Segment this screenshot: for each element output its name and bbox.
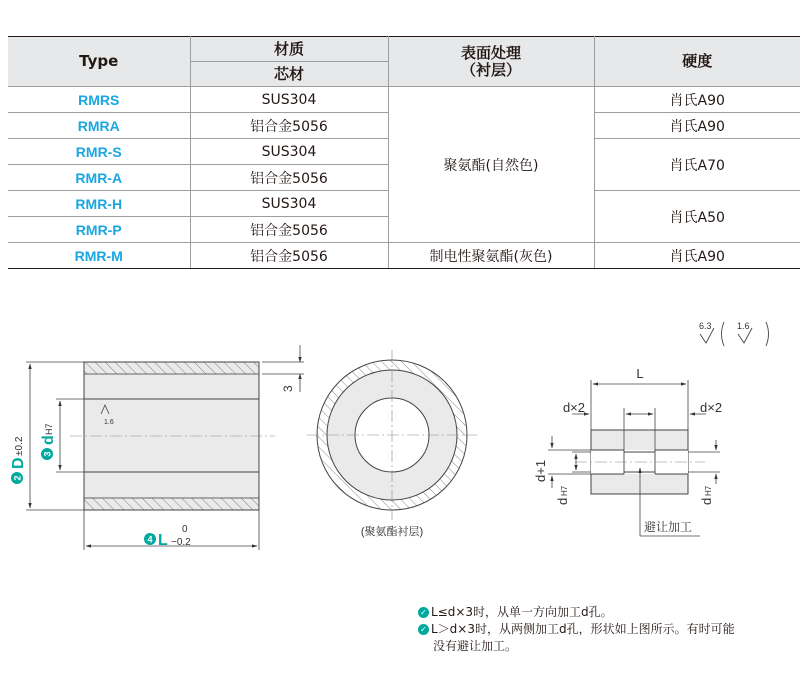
core-cell: SUS304 (190, 139, 388, 165)
dim-d-left: d (555, 497, 570, 505)
dim-dx2-right: d×2 (700, 400, 723, 415)
header-type: Type (8, 37, 190, 87)
front-view-caption: (聚氨酯衬层) (360, 526, 424, 538)
hardness-cell: 肖氏A50 (594, 191, 800, 243)
type-cell: RMRA (8, 113, 190, 139)
roughness-value-b: 1.6 (737, 321, 750, 331)
header-hardness: 硬度 (594, 37, 800, 87)
hardness-cell: 肖氏A70 (594, 139, 800, 191)
dim-L-top: L (636, 366, 644, 381)
core-cell: SUS304 (190, 87, 388, 113)
type-cell: RMRS (8, 87, 190, 113)
front-view (307, 350, 477, 520)
dim-L-letter: L (158, 532, 168, 549)
type-cell: RMR-P (8, 217, 190, 243)
relief-label: 避让加工 (644, 520, 693, 534)
surface-cell: 聚氨酯(自然色) (388, 87, 594, 243)
side-view (70, 362, 275, 510)
core-cell: 铝合金5056 (190, 113, 388, 139)
num-3: 3 (42, 451, 53, 457)
tip-icon: ✓ (418, 624, 429, 635)
type-cell: RMR-A (8, 165, 190, 191)
dim-L-tol-lower: −0.2 (171, 537, 191, 548)
dim-d-plus-1: d+1 (533, 459, 548, 482)
notes (418, 604, 735, 655)
core-cell: 铝合金5056 (190, 217, 388, 243)
note-1: ✓ L≤d×3时，从单一方向加工d孔。 (418, 604, 735, 621)
dim-liner-thickness (262, 345, 304, 392)
type-cell: RMR-S (8, 139, 190, 165)
type-cell: RMR-H (8, 191, 190, 217)
core-cell: 铝合金5056 (190, 243, 388, 269)
surface-cell: 制电性聚氨酯(灰色) (388, 243, 594, 269)
tip-icon: ✓ (418, 607, 429, 618)
hardness-cell: 肖氏A90 (594, 113, 800, 139)
note-2-cont: 没有避让加工。 (433, 639, 518, 653)
dim-d-right: d (699, 497, 714, 505)
inner-roughness: 1.6 (104, 419, 114, 426)
header-surface: 表面处理 （衬层） (388, 37, 594, 87)
core-cell: SUS304 (190, 191, 388, 217)
dim-d (56, 399, 84, 472)
core-cell: 铝合金5056 (190, 165, 388, 191)
type-cell: RMR-M (8, 243, 190, 269)
header-core: 芯材 (190, 62, 388, 87)
dim-D-tolerance: ±0.2 (14, 436, 25, 456)
roughness-value-a: 6.3 (699, 321, 712, 331)
num-2: 2 (12, 475, 23, 481)
dim-D-letter: D (10, 457, 27, 469)
dim-d-right-fit: H7 (704, 485, 713, 496)
note-2: ✓ L＞d×3时，从两侧加工d孔，形状如上图所示。有时可能 (418, 621, 735, 638)
dim-dx2-left: d×2 (562, 400, 585, 415)
dim-d-letter: d (40, 435, 57, 445)
header-material: 材质 (190, 37, 388, 62)
dim-3-label: 3 (281, 385, 295, 392)
dim-d-fit: H7 (44, 423, 54, 435)
num-4: 4 (147, 534, 153, 545)
hardness-cell: 肖氏A90 (594, 243, 800, 269)
dim-L-tol-upper: 0 (182, 524, 188, 535)
hardness-cell: 肖氏A90 (594, 87, 800, 113)
dim-d-left-fit: H7 (560, 485, 569, 496)
